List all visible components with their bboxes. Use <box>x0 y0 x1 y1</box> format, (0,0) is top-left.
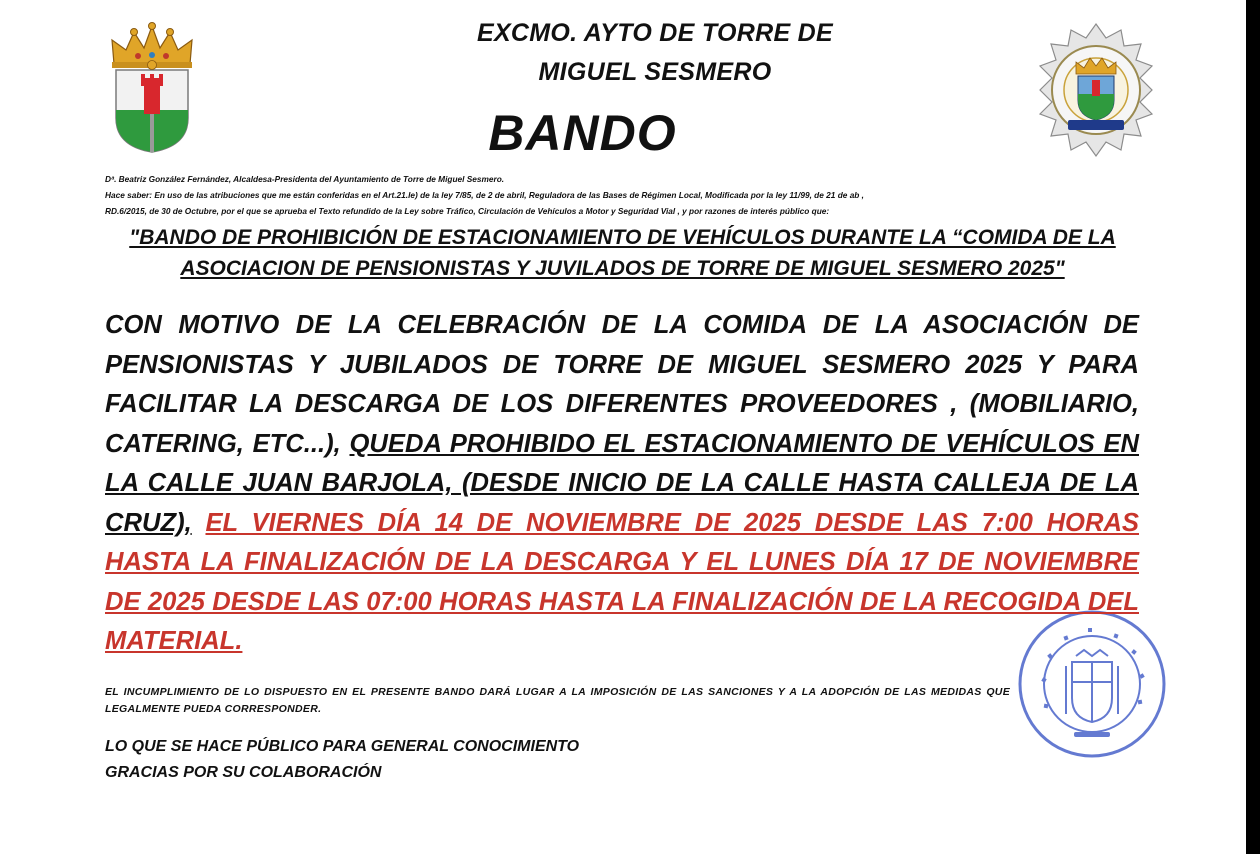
body-schedule: EL VIERNES DÍA 14 DE NOVIEMBRE DE 2025 DESDE LAS 7:00 HORAS HASTA LA FINALIZACIÓN DE LA DESCARGA Y EL LUNES DÍA 17 DE NOVIEMBRE DE 2025 DESDE LAS 07:00 HORAS HASTA LA FINALIZACIÓN DE LA RECOGIDA DEL MATERIAL. <box>105 508 1139 655</box>
closing-line-1: LO QUE SE HACE PÚBLICO PARA GENERAL CONOCIMIENTO <box>105 738 580 755</box>
preamble-line-1: Dª. Beatriz González Fernández, Alcaldesa-Presidenta del Ayuntamiento de Torre de Miguel Sesmero. <box>105 174 505 184</box>
sanctions-notice: EL INCUMPLIMIENTO DE LO DISPUESTO EN EL PRESENTE BANDO DARÁ LUGAR A LA IMPOSICIÓN DE LAS SANCIONES Y A LA ADOPCIÓN DE LAS MEDIDAS QUE LEGALMENTE PUEDA CORRESPONDER. <box>105 686 1010 715</box>
police-badge-icon <box>1030 22 1162 160</box>
right-edge-bar <box>1246 0 1260 854</box>
preamble-line-3: RD.6/2015, de 30 de Octubre, por el que se aprueba el Texto refundido de la Ley sobre Tráfico, Circulación de Vehículos a Motor y Seguridad Vial , y por razones de interés público que: <box>105 206 830 216</box>
coat-of-arms-icon <box>108 22 196 156</box>
header-line-2: MIGUEL SESMERO <box>538 58 772 86</box>
bando-title-line-1: "BANDO DE PROHIBICIÓN DE ESTACIONAMIENTO DE VEHÍCULOS DURANTE LA “COMIDA DE LA <box>129 226 1116 249</box>
body-intro: CON MOTIVO DE LA CELEBRACIÓN DE LA COMIDA DE LA ASOCIACIÓN DE PENSIONISTAS Y JUBILADOS DE TORRE DE MIGUEL SESMERO 2025 Y PARA FACILITAR LA DESCARGA DE LOS DIFERENTES PROVEEDORES , (MOBILIARIO, CATERING, ETC...), <box>105 311 1139 458</box>
header-line-1: EXCMO. AYTO DE TORRE DE <box>476 19 834 47</box>
bando-body <box>105 306 1139 662</box>
bando-title <box>100 222 1145 284</box>
closing-line-2: GRACIAS POR SU COLABORACIÓN <box>105 764 382 781</box>
document-type-title: BANDO <box>488 105 677 161</box>
body-prohibition: QUEDA PROHIBIDO EL ESTACIONAMIENTO DE VEHÍCULOS EN LA CALLE JUAN BARJOLA, (DESDE INICIO DE LA CALLE HASTA CALLEJA DE LA CRUZ), <box>105 429 1139 537</box>
bando-title-line-2: ASOCIACION DE PENSIONISTAS Y JUVILADOS DE TORRE DE MIGUEL SESMERO 2025" <box>180 257 1065 280</box>
preamble-line-2: Hace saber: En uso de las atribuciones que me están conferidas en el Art.21.le) de la ley 7/85, de 2 de abril, Reguladora de las Bases de Régimen Local, Modificada por la ley 11/99, de 21 de ab , <box>105 190 864 200</box>
